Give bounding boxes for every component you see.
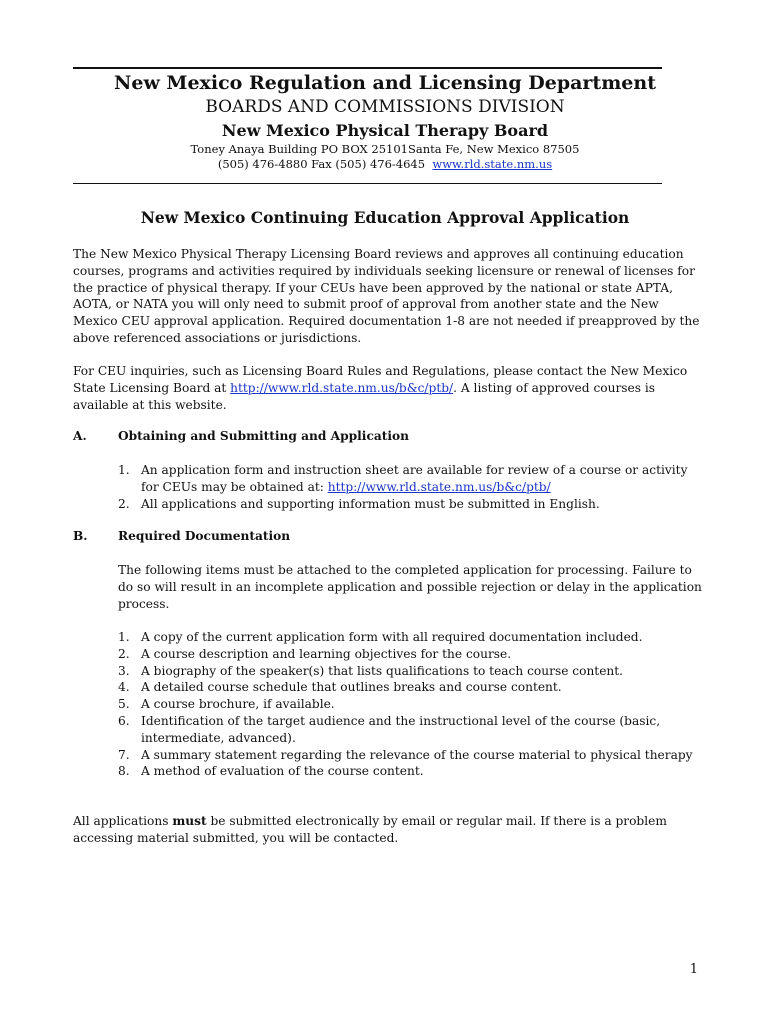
list-item-number: 8. bbox=[118, 764, 130, 779]
inquiry-paragraph bbox=[73, 363, 701, 413]
list-item-text: A detailed course schedule that outlines breaks and course content. bbox=[141, 680, 562, 695]
board-address: Toney Anaya Building PO BOX 25101Santa Fe, New Mexico 87505 bbox=[190, 142, 580, 156]
header-bottom-rule bbox=[73, 183, 662, 184]
list-item-text: A summary statement regarding the relevance of the course material to physical therapy bbox=[141, 747, 693, 762]
inquiry-text-before: For CEU inquiries, such as Licensing Board Rules and Regulations, please contact the New Mexico State Licensing Board at bbox=[73, 364, 688, 395]
closing-text-before: All applications bbox=[73, 814, 173, 828]
list-item bbox=[118, 679, 702, 696]
section-b-title: Required Documentation bbox=[118, 529, 291, 543]
inquiry-text-after: . A listing of approved courses is available at this website. bbox=[73, 380, 656, 412]
board-name: New Mexico Physical Therapy Board bbox=[221, 121, 549, 140]
list-item-number: 4. bbox=[118, 680, 130, 695]
list-item bbox=[118, 763, 702, 780]
closing-paragraph bbox=[73, 813, 701, 847]
list-item bbox=[118, 646, 702, 663]
page-title: New Mexico Continuing Education Approval Application bbox=[140, 208, 630, 227]
list-item-text: A course brochure, if available. bbox=[141, 697, 335, 712]
section-b-list bbox=[118, 629, 702, 780]
list-item bbox=[118, 696, 702, 713]
section-b-heading bbox=[73, 529, 290, 543]
intro-paragraph: The New Mexico Physical Therapy Licensing Board reviews and approves all continuing education courses, programs and activities required by individuals seeking licensure or renewal of licenses for the practice of physical therapy. If your CEUs have been approved by the national or state APTA, AOTA, or NATA you will only need to submit proof of approval from another state and the New Mexico CEU approval application. Required documentation 1-8 are not needed if preapproved by the above referenced associations or jurisdictions. bbox=[73, 247, 700, 345]
list-item bbox=[118, 713, 702, 747]
list-item-text: An application form and instruction sheet are available for review of a course or activity for CEUs may be obtained at: bbox=[141, 463, 688, 494]
list-item-number: 3. bbox=[118, 663, 130, 678]
board-contact bbox=[73, 157, 697, 171]
section-a-list bbox=[118, 462, 702, 512]
department-name: New Mexico Regulation and Licensing Department bbox=[114, 72, 656, 94]
list-item-number: 2. bbox=[118, 496, 130, 511]
application-form-link[interactable]: http://www.rld.state.nm.us/b&c/ptb/ bbox=[327, 479, 551, 494]
section-a-heading bbox=[73, 429, 409, 443]
ptb-link[interactable]: http://www.rld.state.nm.us/b&c/ptb/ bbox=[230, 380, 454, 395]
list-item bbox=[118, 747, 702, 764]
list-item-text: A course description and learning objectives for the course. bbox=[141, 646, 512, 661]
list-item bbox=[118, 663, 702, 680]
phone-fax: (505) 476-4880 Fax (505) 476-4645 bbox=[217, 157, 426, 171]
section-a-title: Obtaining and Submitting and Application bbox=[118, 429, 410, 443]
division-name: BOARDS AND COMMISSIONS DIVISION bbox=[205, 97, 565, 117]
list-item-number: 2. bbox=[118, 646, 130, 661]
list-item-number: 7. bbox=[118, 747, 130, 762]
list-item-number: 1. bbox=[118, 463, 130, 477]
website-link[interactable]: www.rld.state.nm.us bbox=[432, 157, 553, 171]
list-item-text: A method of evaluation of the course content. bbox=[141, 764, 424, 779]
section-b-letter: B. bbox=[73, 529, 88, 543]
list-item-text: All applications and supporting information must be submitted in English. bbox=[141, 496, 600, 511]
closing-text-after: be submitted electronically by email or regular mail. If there is a problem accessing material submitted, you will be contacted. bbox=[73, 814, 667, 845]
list-item bbox=[118, 496, 702, 513]
list-item-text: Identification of the target audience and the instructional level of the course (basic, intermediate, advanced). bbox=[141, 713, 661, 745]
list-item-number: 5. bbox=[118, 697, 130, 712]
list-item bbox=[118, 462, 702, 496]
header-top-rule bbox=[73, 67, 662, 69]
list-item bbox=[118, 629, 702, 646]
list-item-number: 1. bbox=[118, 630, 130, 644]
page-number: 1 bbox=[689, 962, 698, 977]
section-b-intro: The following items must be attached to the completed application for processing. Failure to do so will result in an incomplete application and possible rejection or delay in the application process. bbox=[118, 563, 702, 611]
list-item-text: A copy of the current application form with all required documentation included. bbox=[141, 630, 643, 644]
list-item-number: 6. bbox=[118, 713, 130, 728]
section-a-letter: A. bbox=[73, 429, 87, 443]
list-item-text: A biography of the speaker(s) that lists qualifications to teach course content. bbox=[141, 663, 624, 678]
closing-emphasis: must bbox=[172, 814, 207, 828]
